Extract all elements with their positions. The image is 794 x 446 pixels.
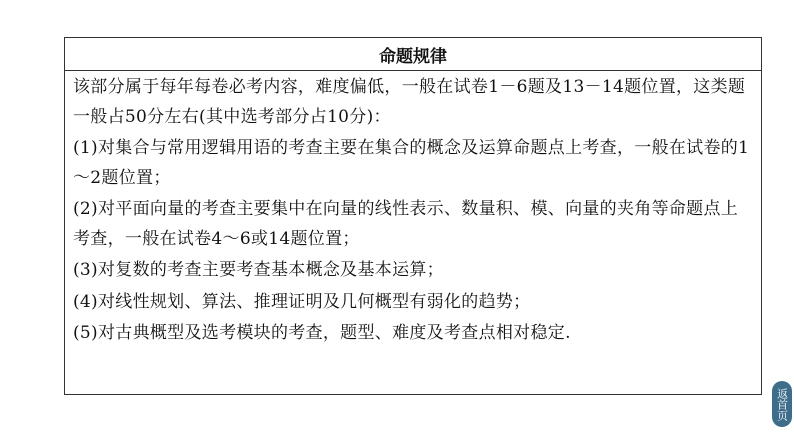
back-to-home-button[interactable]: 返首页 bbox=[772, 381, 792, 427]
point-1-paragraph: (1)对集合与常用逻辑用语的考查主要在集合的概念及运算命题点上考查，一般在试卷的1～2题位置； bbox=[73, 138, 750, 188]
point-4-paragraph: (4)对线性规划、算法、推理证明及几何概型有弱化的趋势； bbox=[73, 291, 531, 312]
intro-paragraph: 该部分属于每年每卷必考内容，难度偏低，一般在试卷1－6题及13－14题位置，这类题一般占50分左右(其中选考部分占10分)： bbox=[73, 77, 746, 127]
table-body bbox=[65, 71, 761, 349]
point-3-paragraph: (3)对复数的考查主要考查基本概念及基本运算； bbox=[73, 260, 444, 280]
table-header: 命题规律 bbox=[65, 38, 761, 71]
content-table bbox=[64, 37, 762, 395]
point-2-paragraph: (2)对平面向量的考查主要集中在向量的线性表示、数量积、模、向量的夹角等命题点上考查，一般在试卷4～6或14题位置； bbox=[73, 199, 739, 249]
point-5-paragraph: (5)对古典概型及选考模块的考查，题型、难度及考查点相对稳定. bbox=[73, 323, 571, 343]
